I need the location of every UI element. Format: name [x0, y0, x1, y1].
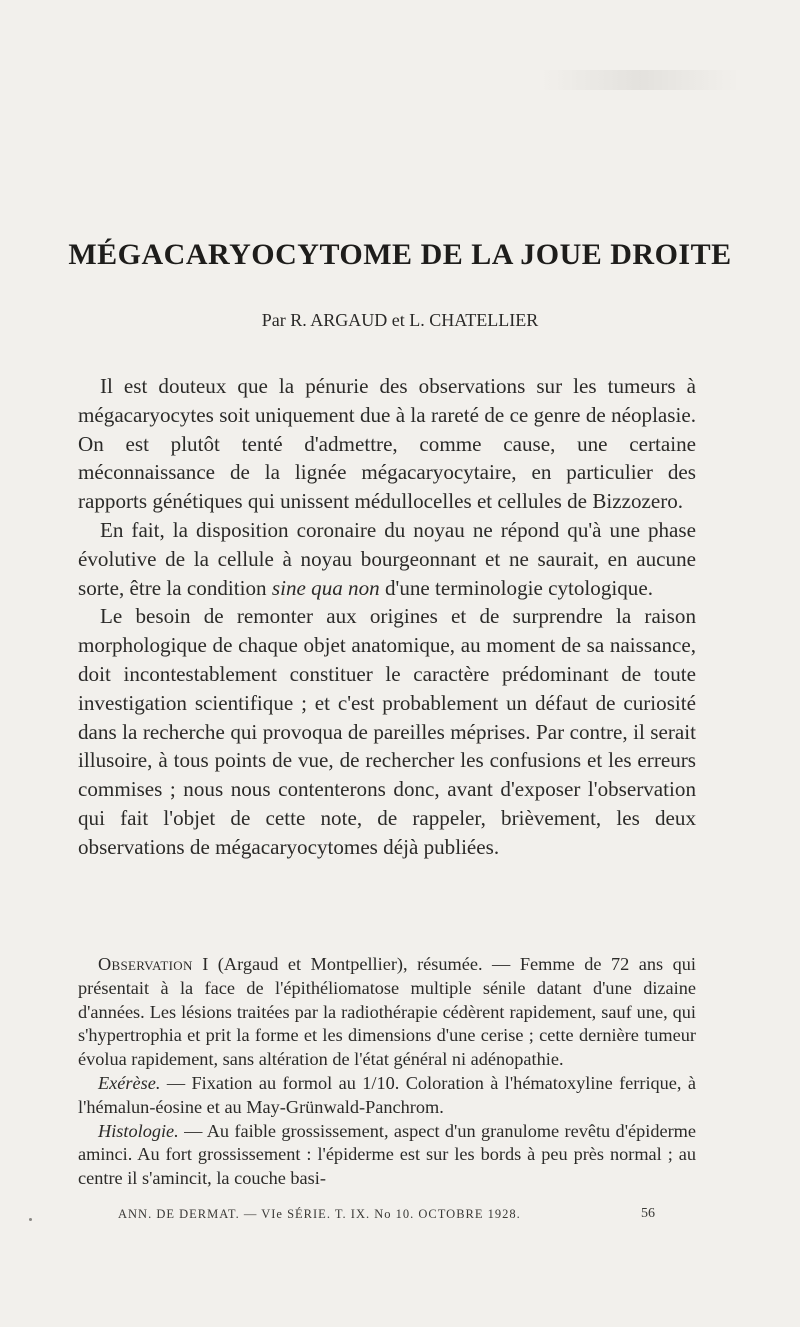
- show-through-shadow: [540, 70, 740, 90]
- body-paragraph-2: [78, 516, 696, 602]
- journal-citation: ANN. DE DERMAT. — VIe SÉRIE. T. IX. No 10. OCTOBRE 1928.: [118, 1207, 521, 1221]
- body-paragraph-3: Le besoin de remonter aux origines et de surprendre la raison morphologique de chaque objet anatomique, au moment de sa naissance, doit incontestablement constituer le caractère prédominant de toute investigation scientifique ; et c'est probablement un défaut de curiosité dans la recherche qui provoqua de pareilles méprises. Par contre, il serait illusoire, à tous points de vue, de rechercher les confusions et les erreurs commises ; nous nous contenterons donc, avant d'exposer l'observation qui fait l'objet de cette note, de rappeler, brièvement, les deux observations de mégacaryocytomes déjà publiées.: [78, 604, 696, 859]
- article-byline: Par R. ARGAUD et L. CHATELLIER: [261, 310, 539, 330]
- observation-text-2: — Fixation au formol au 1/10. Coloration à l'hématoxyline ferrique, à l'hémalun-éosine et au May-Grünwald-Panchrom.: [78, 1072, 696, 1117]
- observation-label: Observation: [98, 954, 193, 974]
- observation-paragraph-1: [78, 953, 696, 1072]
- article-title: MÉGACARYOCYTOME DE LA JOUE DROITE: [68, 238, 732, 271]
- observation-text-1: I (Argaud et Montpellier), résumée. — Femme de 72 ans qui présentait à la face de l'épithéliomatose multiple sénile datant d'une dizaine d'années. Les lésions traitées par la radiothérapie cédèrent rapidement, sauf une, qui s'hypertrophia et prit la forme et les dimensions d'une cerise ; cette dernière tumeur évolua rapidement, sans altération de l'état général ni adénopathie.: [78, 954, 696, 1070]
- article-body: [78, 372, 696, 862]
- observation-paragraph-2: [78, 1072, 696, 1120]
- body-paragraph-1: Il est douteux que la pénurie des observations sur les tumeurs à mégacaryocytes soit uniquement due à la rareté de ce genre de néoplasie. On est plutôt tenté d'admettre, comme cause, une certaine méconnaissance de la lignée mégacaryocytaire, en particulier des rapports génétiques qui unissent médullocelles et cellules de Bizzozero.: [78, 374, 696, 514]
- margin-speck: [29, 1218, 32, 1221]
- body-p2-italic: sine qua non: [271, 575, 380, 600]
- observation-paragraph-3: [78, 1120, 696, 1191]
- observation-text-3: — Au faible grossissement, aspect d'un granulome revêtu d'épiderme aminci. Au fort grossissement : l'épiderme est sur les bords à peu près normal ; au centre il s'amincit, la couche basi-: [78, 1120, 696, 1189]
- observation-section: [78, 953, 696, 1191]
- body-p2-text-a: En fait, la disposition coronaire du noyau ne répond qu'à une phase évolutive de la cellule à noyau bourgeonnant et ne saurait, en aucune sorte, être la condition: [78, 517, 696, 600]
- exerese-label: Exérèse.: [98, 1072, 161, 1093]
- histologie-label: Histologie.: [98, 1120, 179, 1141]
- body-p2-text-b: d'une terminologie cytologique.: [379, 575, 653, 600]
- page-number: 56: [641, 1206, 655, 1221]
